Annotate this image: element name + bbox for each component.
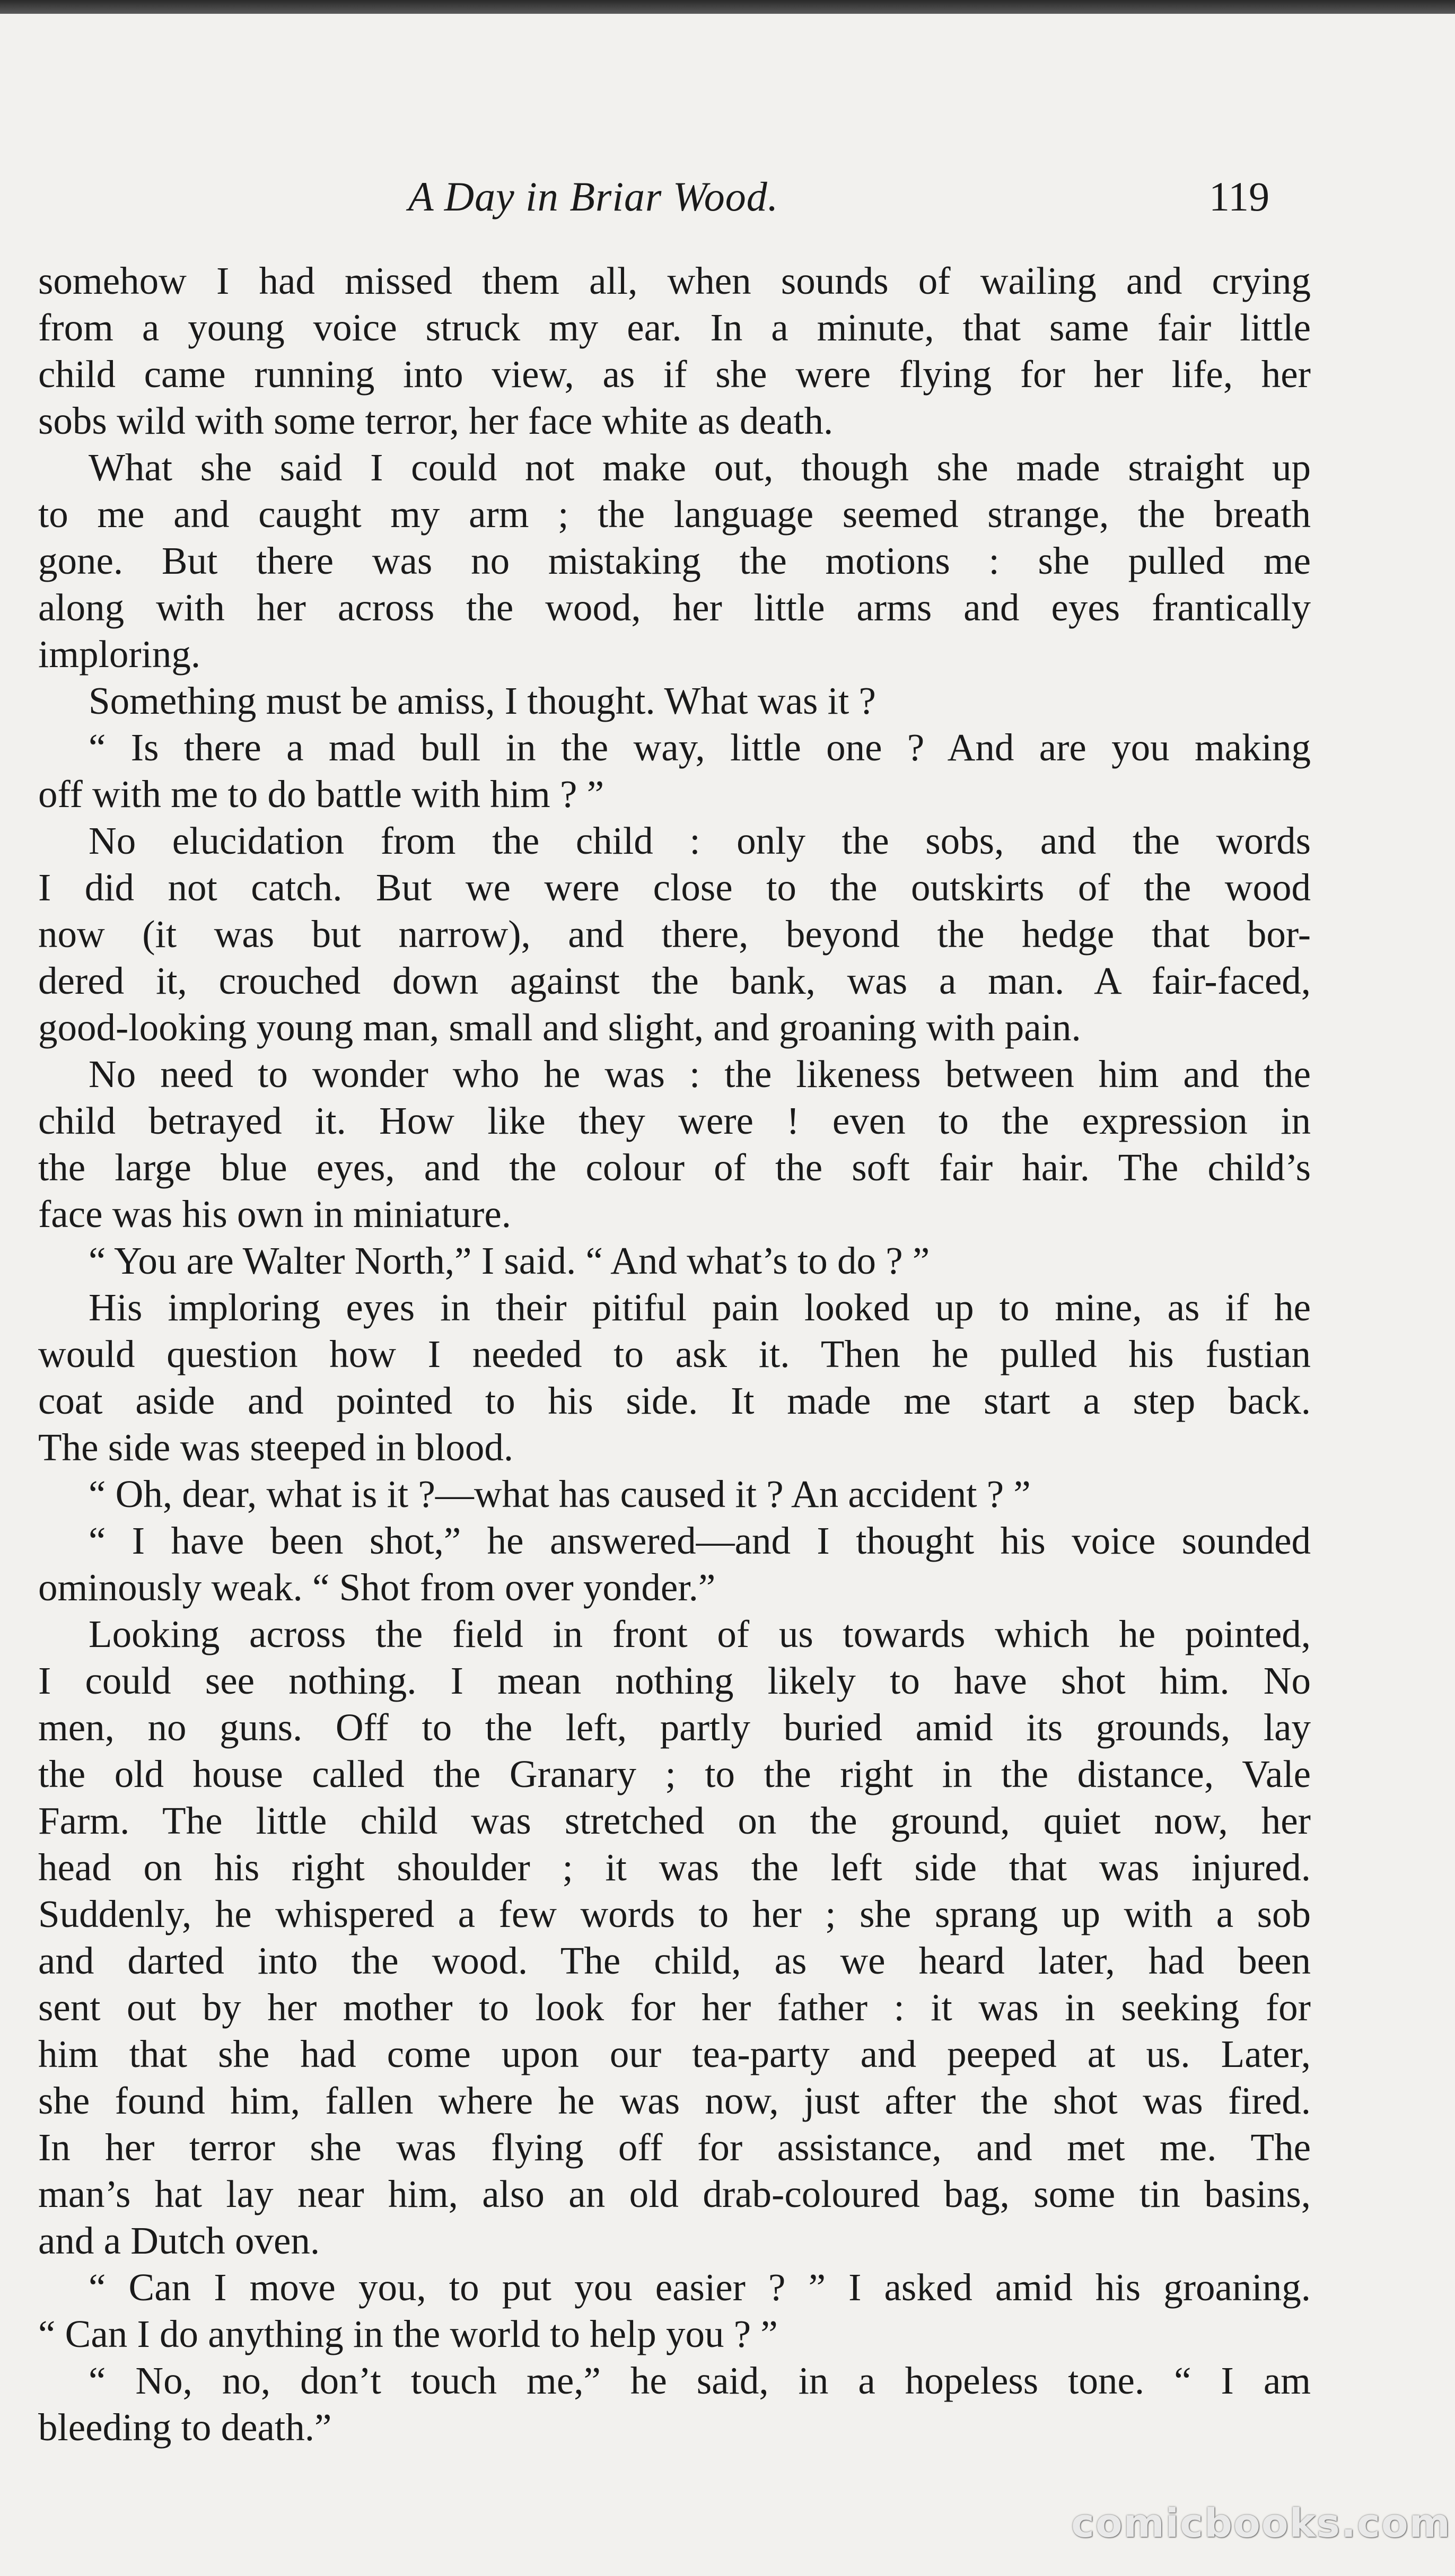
text-line: man’s hat lay near him, also an old drab-coloured bag, some tin basins,: [38, 2172, 1311, 2215]
text-line: coat aside and pointed to his side. It made me start a step back.: [38, 1379, 1311, 1422]
watermark: comicbooks.com: [1071, 2501, 1451, 2546]
text-line: gone. But there was no mistaking the motions : she pulled me: [38, 539, 1311, 582]
text-line: Farm. The little child was stretched on the ground, quiet now, her: [38, 1799, 1311, 1842]
text-line: Suddenly, he whispered a few words to her ; she sprang up with a sob: [38, 1892, 1311, 1935]
body-text: [38, 258, 1311, 2451]
text-line: “ Oh, dear, what is it ?—what has caused it ? An accident ? ”: [89, 1473, 1031, 1515]
text-line: from a young voice struck my ear. In a minute, that same fair little: [38, 306, 1311, 349]
text-line: child came running into view, as if she were flying for her life, her: [38, 353, 1311, 396]
text-line: Something must be amiss, I thought. What was it ?: [89, 679, 876, 722]
text-line: now (it was but narrow), and there, beyond the hedge that bor-: [38, 913, 1311, 956]
text-line: I did not catch. But we were close to the outskirts of the wood: [38, 866, 1311, 909]
text-line: the old house called the Granary ; to the right in the distance, Vale: [38, 1753, 1311, 1795]
text-line: off with me to do battle with him ? ”: [38, 773, 604, 816]
text-line: bleeding to death.”: [38, 2406, 332, 2449]
text-line: His imploring eyes in their pitiful pain looked up to mine, as if he: [89, 1286, 1311, 1329]
book-page: [0, 14, 1455, 2576]
text-line: “ You are Walter North,” I said. “ And what’s to do ? ”: [89, 1239, 930, 1282]
text-line: imploring.: [38, 633, 201, 676]
text-line: men, no guns. Off to the left, partly buried amid its grounds, lay: [38, 1706, 1311, 1749]
text-line: face was his own in miniature.: [38, 1193, 511, 1236]
text-line: the large blue eyes, and the colour of the soft fair hair. The child’s: [38, 1146, 1311, 1189]
text-line: would question how I needed to ask it. Then he pulled his fustian: [38, 1333, 1311, 1375]
running-title: A Day in Briar Wood.: [408, 173, 779, 220]
text-line: I could see nothing. I mean nothing likely to have shot him. No: [38, 1659, 1311, 1702]
text-line: In her terror she was flying off for assistance, and met me. The: [38, 2126, 1311, 2169]
text-line: along with her across the wood, her little arms and eyes frantically: [38, 586, 1311, 629]
text-line: somehow I had missed them all, when sounds of wailing and crying: [38, 259, 1311, 302]
text-line: No elucidation from the child : only the sobs, and the words: [89, 819, 1311, 862]
text-line: “ Can I move you, to put you easier ? ” I asked amid his groaning.: [89, 2266, 1311, 2309]
text-line: head on his right shoulder ; it was the left side that was injured.: [38, 1846, 1311, 1889]
text-line: Looking across the field in front of us towards which he pointed,: [89, 1613, 1311, 1655]
page-number: 119: [1209, 173, 1270, 220]
text-line: and a Dutch oven.: [38, 2219, 320, 2262]
text-line: child betrayed it. How like they were ! even to the expression in: [38, 1099, 1311, 1142]
text-line: good-looking young man, small and slight, and groaning with pain.: [38, 1006, 1081, 1049]
scan-top-edge: [0, 0, 1455, 14]
text-line: No need to wonder who he was : the likeness between him and the: [89, 1053, 1311, 1096]
text-line: she found him, fallen where he was now, just after the shot was fired.: [38, 2079, 1311, 2122]
text-line: him that she had come upon our tea-party and peeped at us. Later,: [38, 2032, 1311, 2075]
text-line: ominously weak. “ Shot from over yonder.”: [38, 1566, 716, 1609]
text-line: “ Is there a mad bull in the way, little one ? And are you making: [89, 726, 1311, 769]
text-line: The side was steeped in blood.: [38, 1426, 514, 1469]
text-line: “ I have been shot,” he answered—and I thought his voice sounded: [89, 1519, 1311, 1562]
text-line: “ Can I do anything in the world to help you ? ”: [38, 2312, 778, 2355]
text-line: sobs wild with some terror, her face white as death.: [38, 399, 834, 442]
text-line: dered it, crouched down against the bank, was a man. A fair-faced,: [38, 959, 1311, 1002]
text-line: and darted into the wood. The child, as we heard later, had been: [38, 1939, 1311, 1982]
text-line: What she said I could not make out, though she made straight up: [89, 446, 1311, 489]
text-line: sent out by her mother to look for her father : it was in seeking for: [38, 1986, 1311, 2029]
text-line: “ No, no, don’t touch me,” he said, in a hopeless tone. “ I am: [89, 2359, 1311, 2402]
running-head: [0, 168, 1455, 226]
text-line: to me and caught my arm ; the language seemed strange, the breath: [38, 493, 1311, 536]
